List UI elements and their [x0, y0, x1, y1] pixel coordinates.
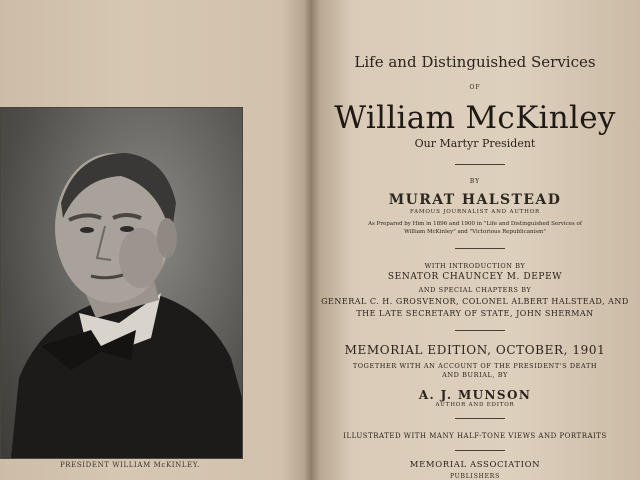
prepared-note-line2: William McKinley" and "Victorious Republicanism" [404, 229, 546, 235]
together-line2: AND BURIAL, BY [442, 371, 508, 379]
edition-line: MEMORIAL EDITION, OCTOBER, 1901 [344, 343, 606, 357]
author-name: MURAT HALSTEAD [388, 192, 562, 208]
subtitle: Our Martyr President [414, 137, 536, 150]
portrait-image [1, 108, 242, 458]
prepared-note-line1: As Prepared by Him in 1896 and 1900 in "Life and Distinguished Services of [368, 221, 582, 227]
title-line: Life and Distinguished Services [354, 53, 596, 71]
publisher-name: MEMORIAL ASSOCIATION [409, 460, 541, 470]
intro-author: SENATOR CHAUNCEY M. DEPEW [387, 272, 563, 282]
divider-rule [455, 418, 505, 419]
together-line1: TOGETHER WITH AN ACCOUNT OF THE PRESIDENT'S DEATH [352, 362, 598, 370]
special-chapters-label: AND SPECIAL CHAPTERS BY [418, 286, 532, 294]
portrait-caption: PRESIDENT WILLIAM McKINLEY. [60, 461, 200, 469]
title-name: William McKinley [334, 100, 616, 136]
editor-name: A. J. MUNSON [418, 388, 532, 402]
divider-rule [455, 248, 505, 249]
editor-description: AUTHOR AND EDITOR [435, 402, 515, 408]
of-label: OF [469, 84, 481, 91]
divider-rule [455, 450, 505, 451]
by-label: BY [469, 178, 481, 185]
intro-label: WITH INTRODUCTION BY [424, 262, 526, 270]
author-description: FAMOUS JOURNALIST AND AUTHOR [410, 209, 540, 215]
left-page [0, 0, 305, 480]
divider-rule [455, 330, 505, 331]
portrait-photograph [1, 108, 242, 458]
divider-rule [455, 164, 505, 165]
illustrated-note: ILLUSTRATED WITH MANY HALF-TONE VIEWS AND PORTRAITS [343, 432, 607, 440]
chapters-authors-line2: THE LATE SECRETARY OF STATE, JOHN SHERMAN [356, 309, 594, 318]
chapters-authors-line1: GENERAL C. H. GROSVENOR, COLONEL ALBERT HALSTEAD, AND [321, 297, 629, 306]
right-page [310, 0, 640, 480]
publisher-label: PUBLISHERS [449, 473, 501, 480]
